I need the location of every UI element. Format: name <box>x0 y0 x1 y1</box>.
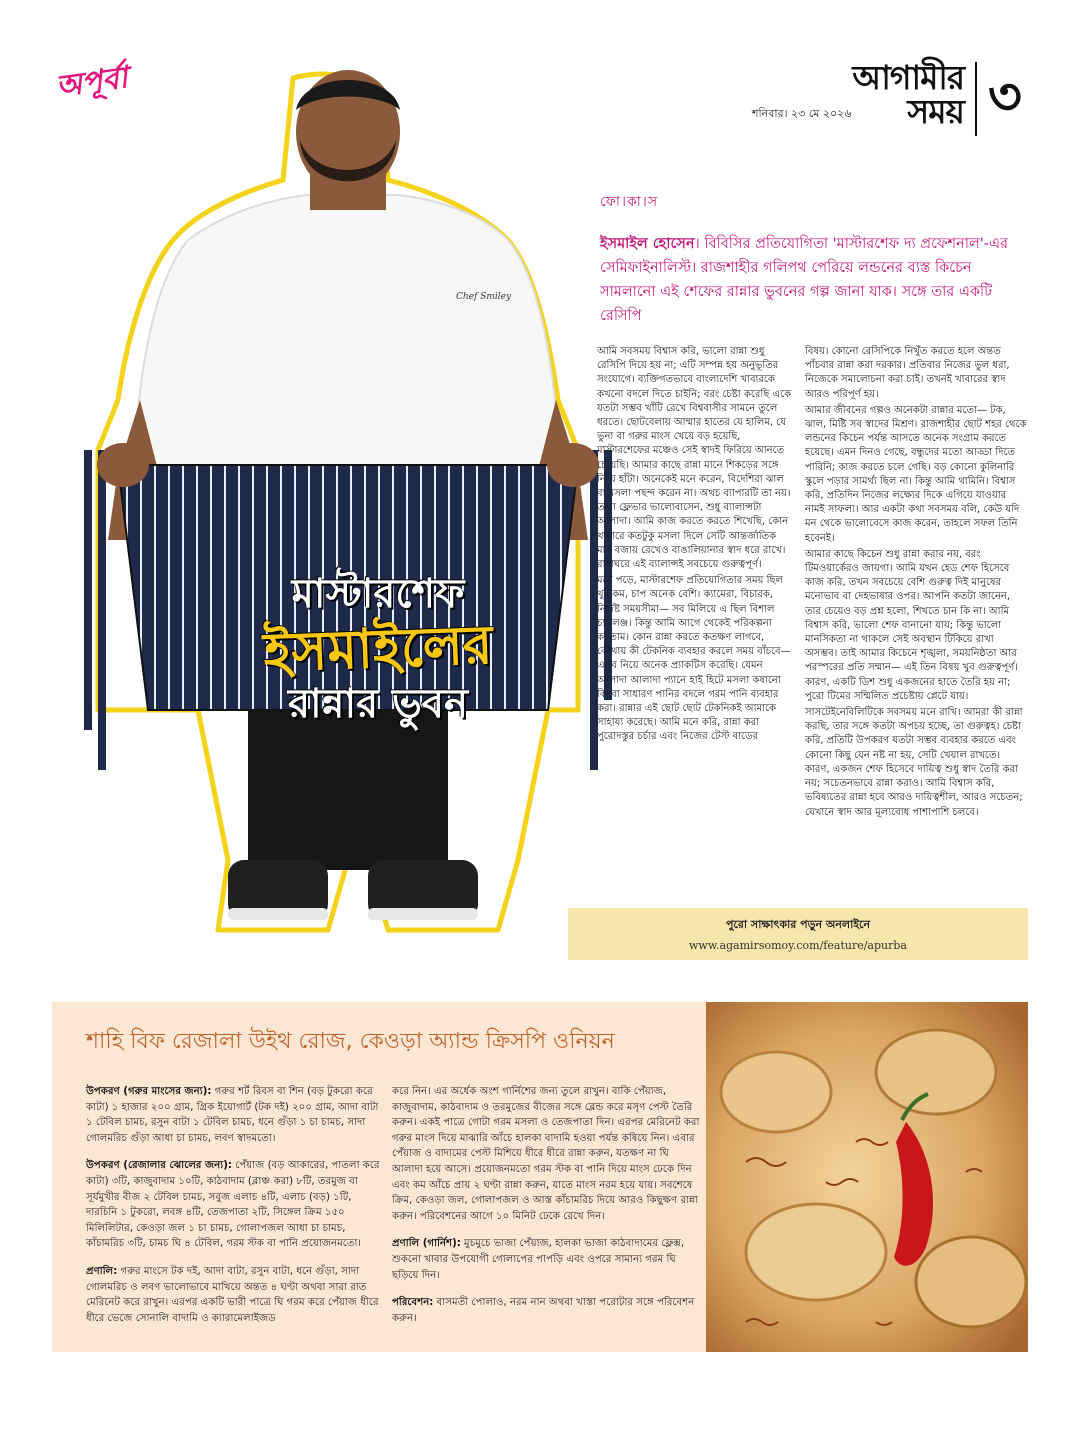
paragraph: সাসটেইনেবিলিটিকে সবসময় মনে রাখি। আমরা কী রান্না করছি, তার সঙ্গে কতটা অপচয় হচ্ছে, তা গুরুত্বহ। চেষ্টা করি, প্রতিটি উপকরণ যতটা সম্ভব ব্যবহার করতে এবং কোনো কিছু যেন নষ্ট না হয়, সেটি খেয়াল রাখতে। কারণ, একজন শেফ হিসেবে দায়িত্ব শুধু স্বাদ তৈরি করা নয়; সচেতনভাবে রান্না করাও। আমি বিশ্বাস করি, ভবিষ্যতের রান্না হবে আরও দায়িত্বশীল, আরও সচেতন; যেখানে স্বাদ আর মূল্যবোধ পাশাপাশি চলবে। <box>805 707 1023 818</box>
read-online-box <box>568 908 1028 960</box>
paragraph: বিষয়। কোনো রেসিপিকে নিখুঁত করতে হলে অন্তত পাঁচবার রান্না করা দরকার। প্রতিবার নিজের ভুল ধরা, নিজেকে সমালোচনা করা চাই। তখনই খাবারের স্বাদ আরও পরিপূর্ণ হয়। <box>805 346 1010 400</box>
issue-date: শনিবার। ২৩ মে ২০২৬ <box>752 107 852 120</box>
lede-text: । বিবিসির প্রতিযোগিতা 'মাস্টারশেফ দ্য প্রফেশনাল'-এর সেমিফাইনালিস্ট। রাজশাহীর গলিপথ পেরিয়ে লন্ডনের ব্যস্ত কিচেন সামলানো এই শেফের রান্নার ভুবনের গল্প জানা যাক। সঙ্গে তার একটি রেসিপি <box>600 236 1009 324</box>
paragraph: আমি সবসময় বিশ্বাস করি, ভালো রান্না শুধু রেসিপি দিয়ে হয় না; এটি সম্পন্ন হয় অনুভূতির সংযোগে। ব্যক্তিগতভাবে বাংলাদেশি খাবারকে কখনো বদলে দিতে চাইনি; বরং চেষ্টা করেছি একে যতটা সম্ভব খাঁটি রেখে বিশ্ববাসীর সামনে তুলে ধরতে। ছোটবেলায় আম্মার হাতের যে হালিম, যে ভুনা বা গরুর মাংস খেয়ে বড় হয়েছি, মাস্টারশেফের মঞ্চেও সেই স্বাদই ফিরিয়ে আনতে চেয়েছি। আমার কাছে রান্না মানে শিকড়ের সঙ্গে নিয়ে হাঁটা। অনেকেই মনে করেন, বিদেশিরা ঝাল বা মসলা পছন্দ করেন না। অথচ ব্যাপারটি তা নয়। তারা ফ্লেভার ভালোবাসেন, শুধু ব্যালান্সটা আলাদা। আমি কাজ করতে করতে শিখেছি, কোন খাবারে কতটুকু মসলা দিলে সেটি আন্তর্জাতিক মান বজায় রেখেও বাঙালিয়ানার স্বাদ ধরে রাখে। রান্নাঘরে এই ব্যালান্সই সবচেয়ে গুরুত্বপূর্ণ। <box>597 346 792 571</box>
read-online-label: পুরো সাক্ষাৎকার পড়ুন অনলাইনে <box>725 918 871 931</box>
paragraph: মনে পড়ে, মাস্টারশেফ প্রতিযোগিতার সময় ছিল খুব কম, চাপ অনেক বেশি। ক্যামেরা, বিচারক, নির্দিষ্ট সময়সীমা— সব মিলিয়ে এ ছিল বিশাল চ্যালেঞ্জ। কিন্তু আমি আগে থেকেই পরিকল্পনা করতাম। কোন রান্না করতে কতক্ষণ লাগবে, কোথায় কী টেকনিক ব্যবহার করলে সময় বাঁচবে— এসব নিয়ে অনেক প্র্যাকটিস করেছি। যেমন আলাদা আলাদা প্যানে হাই হিটে মসলা কষানো কিংবা সাধারণ পানির বদলে গরম পানি ব্যবহার করা। রান্নার এই ছোট ছোট টেকনিকই আমাকে সাহায্য করেছে। আমি মনে করি, রান্না করা পুরোদস্তুর চর্চার এবং নিজের টেস্ট বাডের <box>597 575 791 743</box>
paragraph: আমার কাছে কিচেন শুধু রান্না করার নয়, বরং টিমওয়ার্কেরও জায়গা। আমি যখন হেড শেফ হিসেবে কাজ করি, তখন সবচেয়ে বেশি গুরুত্ব দিই মানুষের মনোভাব বা দেহভাষার ওপর। আপনি কতটা জানেন, তার চেয়েও বড় প্রশ্ন হলো, শিখতে চান কি না। আমি বিশ্বাস করি, ভালো শেফ বানানো যায়; কিন্তু ভালো মানসিকতা না থাকলে সেই অবস্থান টিকিয়ে রাখা অসম্ভব। তাই আমার কিচেনে শৃঙ্খলা, সময়নিষ্ঠতা আর পরস্পরের প্রতি সম্মান— এই তিন বিষয় খুব গুরুত্বপূর্ণ। কারণ, একটি ডিশ শুধু একজনের হাতে তৈরি হয় না; পুরো টিমের সম্মিলিত প্রচেষ্টায় প্লেটে যায়। <box>805 548 1018 702</box>
jacket-embroidery: Chef Smiley <box>456 292 512 302</box>
apron-tie-left <box>98 450 106 770</box>
chef-photo <box>78 70 618 950</box>
headline-line2: ইসমাইলের <box>262 613 494 684</box>
chef-hand-left <box>97 443 149 487</box>
article-column-left <box>597 345 793 747</box>
read-online-link[interactable]: www.agamirsomoy.com/feature/apurba <box>689 939 907 952</box>
paragraph: আমার জীবনের গল্পও অনেকটা রান্নার মতো— টক, ঝাল, মিষ্টি সব স্বাদের মিশ্রণ। রাজশাহীর ছোট শহর থেকে লন্ডনের কিচেন পর্যন্ত আসতে অনেক সংগ্রাম করতে হয়েছে। এমন দিনও গেছে, বন্ধুদের মতো আড্ডা দিতে পারিনি; কাজ করতে চলে গেছি। বড় কোনো কুলিনারি স্কুলে পড়ার সামর্থ্য ছিল না। কিন্তু আমি থামিনি। বিশ্বাস করি, প্রতিদিন নিজের লক্ষ্যের দিকে এগিয়ে যাওয়ার নামই সাফল্য। আর একটা কথা সবসময় বলি, কেউ যদি মন থেকে ভালোবেসে কাজ করেন, তাহলে সফল তিনি হবেনই। <box>805 404 1027 544</box>
ingredients-gravy: উপকরণ (রেজালার ঝোলের জন্য): পেঁয়াজ (বড় আকারের, পাতলা করে কাটা) ৩টি, কাজুবাদাম ১০টি, কাঠবাদাম (ব্লাঞ্চ করা) ৮টি, তরমুজ বা সূর্যমুখীর বীজ ২ টেবিল চামচ, সবুজ এলাচ ৪টি, এলাচ (বড়) ১টি, দারচিনি ১ টুকরো, লবঙ্গ ৪টি, তেজপাতা ২টি, সিঙ্গেল ক্রিম ১৫০ মিলিলিটার, কেওড়া জল ১ চা চামচ, গোলাপজল আধা চা চামচ, কাঁচামরিচ ৩টি, চামচ ঘি ৪ টেবিল, গরম স্টক বা পানি প্রয়োজনমতো। <box>86 1160 380 1250</box>
ingredients-beef: উপকরণ (গরুর মাংসের জন্য): গরুর শর্ট রিবস বা শিন (বড় টুকরো করে কাটা) ১ হাজার ২০০ গ্রাম, গ্রিক ইয়োগার্ট (টক দই) ২০০ গ্রাম, আদা বাটা ১ টেবিল চামচ, রসুন বাটা ১ টেবিল চামচ, ধনে গুঁড়া ১ চা চামচ, সাদা গোলমরিচ গুঁড়া আধা চা চামচ, লবণ স্বাদমতো। <box>86 1086 379 1144</box>
recipe-column-left <box>86 1084 386 1338</box>
method-continued: করে নিন। এর অর্ধেক অংশ গার্নিশের জন্য তুলে রাখুন। বাকি পেঁয়াজ, কাজুবাদাম, কাঠবাদাম ও তরমুজের বীজের সঙ্গে ব্লেন্ড করে মসৃণ পেস্ট তৈরি করুন। একই পাত্রে গোটা গরম মসলা ও তেজপাতা দিন। এরপর মেরিনেট করা গরুর মাংস দিয়ে মাঝারি আঁচে হালকা বাদামি হওয়া পর্যন্ত কষিয়ে নিন। এবার পেঁয়াজ ও বাদামের পেস্ট মিশিয়ে ধীরে ধীরে রান্না করুন, যতক্ষণ না ঘি আলাদা হয়ে আসে। প্রয়োজনমতো গরম স্টক বা পানি দিয়ে মাংস ঢেকে দিন এবং কম আঁচে প্রায় ২ ঘণ্টা রান্না করুন, যাতে মাংস নরম হয়ে যায়। সবশেষে ক্রিম, কেওড়া জল, গোলাপজল ও আস্ত কাঁচামরিচ দিয়ে আরও কিছুক্ষণ রান্না করুন। পরিবেশনের আগে ১০ মিনিট ঢেকে রেখে দিন। <box>392 1086 700 1222</box>
meat-chunk <box>876 1030 996 1114</box>
method-label: প্রণালি: <box>86 1265 118 1277</box>
brand-logo-text: অপূর্বা <box>53 60 130 105</box>
chef-jacket <box>138 195 556 490</box>
meat-chunk <box>746 1204 886 1300</box>
meat-chunk <box>916 1237 1026 1327</box>
recipe-column-right <box>392 1084 700 1338</box>
newspaper-masthead <box>752 60 964 140</box>
method: প্রণালি: গরুর মাংসে টক দই, আদা বাটা, রসুন বাটা, ধনে গুঁড়া, সাদা গোলমরিচ ও লবণ ভালোভাবে মাখিয়ে অন্তত ৪ ঘণ্টা অথবা সারা রাত মেরিনেট করে রাখুন। এরপর একটি ভারী পাত্রে ঘি গরম করে পেঁয়াজ ধীরে ধীরে ভেজে সোনালি বাদামি ও ক্যারামেলাইজড <box>86 1265 379 1324</box>
chef-illustration <box>78 70 618 950</box>
recipe-title: শাহি বিফ রেজালা উইথ রোজ, কেওড়া অ্যান্ড ক্রিসপি ওনিয়ন <box>86 1029 615 1054</box>
section-tag: ফো।কা।স <box>600 194 659 210</box>
apron-headline <box>208 570 548 728</box>
masthead-divider <box>975 62 977 136</box>
page-number: ৩ <box>988 67 1022 127</box>
paper-name-line1: আগামীর <box>852 58 964 97</box>
ingredients-gravy-label: উপকরণ (রেজালার ঝোলের জন্য): <box>86 1160 232 1172</box>
paper-name-line2: সময় <box>907 92 964 131</box>
lede-name: ইসমাইল হোসেন <box>600 236 695 252</box>
garnish: প্রণালি (গার্নিশ): মুচমুচে ভাজা পেঁয়াজ, হালকা ভাজা কাঠবাদামের ফ্লেক্স, শুকনো খাবার উপযোগী গোলাপের পাপড়ি এবং ওপরে সামান্য গরম ঘি ছড়িয়ে দিন। <box>392 1238 685 1281</box>
dish-photo <box>706 1002 1028 1352</box>
article-lede <box>600 232 1020 328</box>
headline-line1: মাস্টারশেফ <box>291 571 465 617</box>
serving: পরিবেশন: বাসমতী পোলাও, নরম নান অথবা খাস্তা পরোটার সঙ্গে পরিবেশন করুন। <box>392 1297 695 1324</box>
chef-trousers <box>248 710 448 870</box>
ingredients-beef-label: উপকরণ (গরুর মাংসের জন্য): <box>86 1086 212 1097</box>
headline-line3: রান্নার ভুবন <box>288 681 468 727</box>
garnish-label: প্রণালি (গার্নিশ): <box>392 1238 461 1250</box>
article-column-right <box>805 345 1027 822</box>
recipe-panel <box>52 1002 1028 1352</box>
serving-label: পরিবেশন: <box>392 1297 434 1309</box>
meat-chunk <box>721 1052 831 1132</box>
chef-hand-right <box>547 443 599 487</box>
